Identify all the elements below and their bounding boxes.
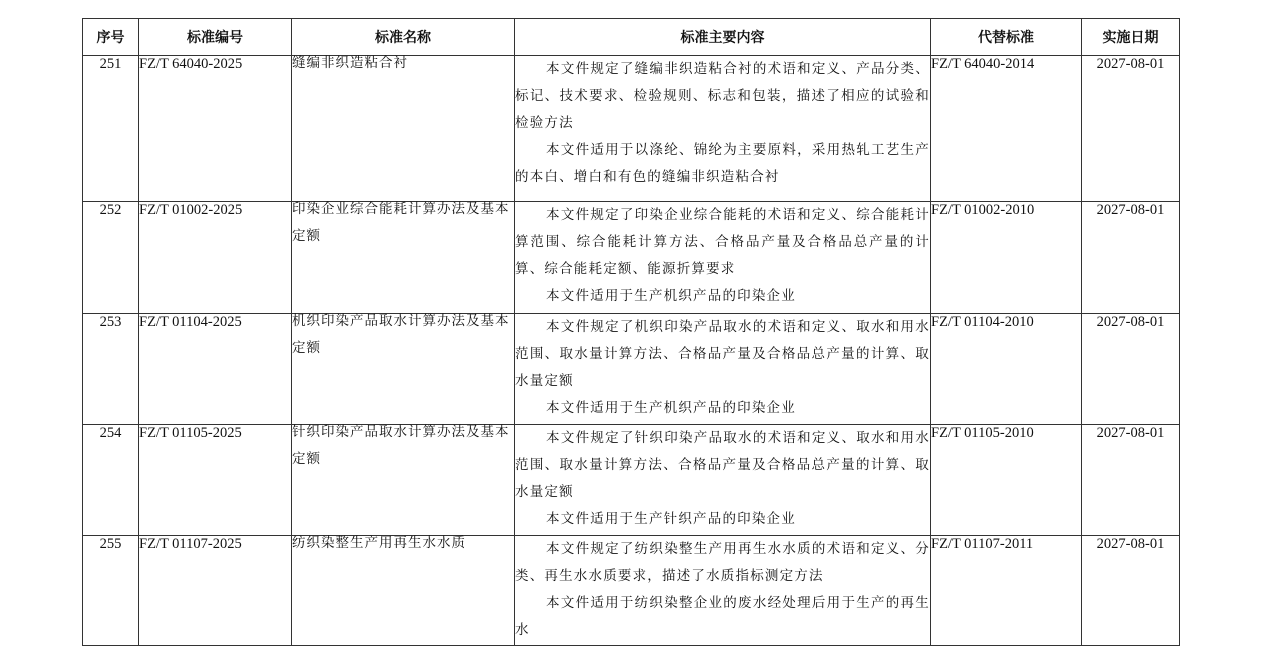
row-num: 252 bbox=[83, 202, 139, 314]
content-paragraph: 本文件规定了印染企业综合能耗的术语和定义、综合能耗计算范围、综合能耗计算方法、合格品产量及合格品总产量的计算、综合能耗定额、能源折算要求 bbox=[515, 207, 930, 277]
content-paragraph: 本文件适用于纺织染整企业的废水经处理后用于生产的再生水 bbox=[515, 595, 930, 638]
table-row bbox=[83, 314, 1180, 425]
row-code: FZ/T 01105-2025 bbox=[139, 425, 292, 536]
row-content bbox=[515, 536, 931, 646]
row-num: 254 bbox=[83, 425, 139, 536]
row-date: 2027-08-01 bbox=[1082, 202, 1180, 314]
table-row bbox=[83, 56, 1180, 202]
row-replaces: FZ/T 01105-2010 bbox=[931, 425, 1082, 536]
row-num: 251 bbox=[83, 56, 139, 202]
row-name-text: 缝编非织造粘合衬 bbox=[292, 55, 408, 71]
table-row bbox=[83, 202, 1180, 314]
row-name bbox=[292, 56, 515, 202]
row-date: 2027-08-01 bbox=[1082, 314, 1180, 425]
row-replaces: FZ/T 01104-2010 bbox=[931, 314, 1082, 425]
header-content: 标准主要内容 bbox=[515, 19, 931, 56]
row-content bbox=[515, 314, 931, 425]
row-name bbox=[292, 536, 515, 646]
content-paragraph: 本文件规定了机织印染产品取水的术语和定义、取水和用水范围、取水量计算方法、合格品产量及合格品总产量的计算、取水量定额 bbox=[515, 319, 930, 389]
content-paragraph: 本文件规定了缝编非织造粘合衬的术语和定义、产品分类、标记、技术要求、检验规则、标志和包装，描述了相应的试验和检验方法 bbox=[515, 61, 930, 131]
row-name-text: 针织印染产品取水计算办法及基本定额 bbox=[292, 424, 510, 467]
row-content bbox=[515, 202, 931, 314]
row-code: FZ/T 64040-2025 bbox=[139, 56, 292, 202]
row-content bbox=[515, 425, 931, 536]
table-row bbox=[83, 536, 1180, 646]
row-date: 2027-08-01 bbox=[1082, 425, 1180, 536]
row-name-text: 机织印染产品取水计算办法及基本定额 bbox=[292, 313, 510, 356]
row-replaces: FZ/T 01002-2010 bbox=[931, 202, 1082, 314]
row-name bbox=[292, 202, 515, 314]
content-paragraph: 本文件适用于生产针织产品的印染企业 bbox=[546, 511, 796, 527]
table-row bbox=[83, 425, 1180, 536]
header-code: 标准编号 bbox=[139, 19, 292, 56]
row-date: 2027-08-01 bbox=[1082, 56, 1180, 202]
row-num: 255 bbox=[83, 536, 139, 646]
header-row bbox=[83, 19, 1180, 56]
header-replaces: 代替标准 bbox=[931, 19, 1082, 56]
row-code: FZ/T 01002-2025 bbox=[139, 202, 292, 314]
standards-table bbox=[82, 18, 1180, 646]
content-paragraph: 本文件规定了纺织染整生产用再生水水质的术语和定义、分类、再生水水质要求，描述了水质指标测定方法 bbox=[515, 541, 930, 584]
header-date: 实施日期 bbox=[1082, 19, 1180, 56]
row-name-text: 印染企业综合能耗计算办法及基本定额 bbox=[292, 201, 510, 244]
row-code: FZ/T 01104-2025 bbox=[139, 314, 292, 425]
row-content bbox=[515, 56, 931, 202]
row-name bbox=[292, 314, 515, 425]
content-paragraph: 本文件规定了针织印染产品取水的术语和定义、取水和用水范围、取水量计算方法、合格品产量及合格品总产量的计算、取水量定额 bbox=[515, 430, 930, 500]
content-paragraph: 本文件适用于生产机织产品的印染企业 bbox=[546, 288, 796, 304]
row-num: 253 bbox=[83, 314, 139, 425]
row-name-text: 纺织染整生产用再生水水质 bbox=[292, 535, 466, 551]
header-num: 序号 bbox=[83, 19, 139, 56]
content-paragraph: 本文件适用于生产机织产品的印染企业 bbox=[546, 400, 796, 416]
row-replaces: FZ/T 64040-2014 bbox=[931, 56, 1082, 202]
header-name: 标准名称 bbox=[292, 19, 515, 56]
row-name bbox=[292, 425, 515, 536]
row-replaces: FZ/T 01107-2011 bbox=[931, 536, 1082, 646]
row-code: FZ/T 01107-2025 bbox=[139, 536, 292, 646]
row-date: 2027-08-01 bbox=[1082, 536, 1180, 646]
content-paragraph: 本文件适用于以涤纶、锦纶为主要原料，采用热轧工艺生产的本白、增白和有色的缝编非织造粘合衬 bbox=[515, 142, 930, 185]
